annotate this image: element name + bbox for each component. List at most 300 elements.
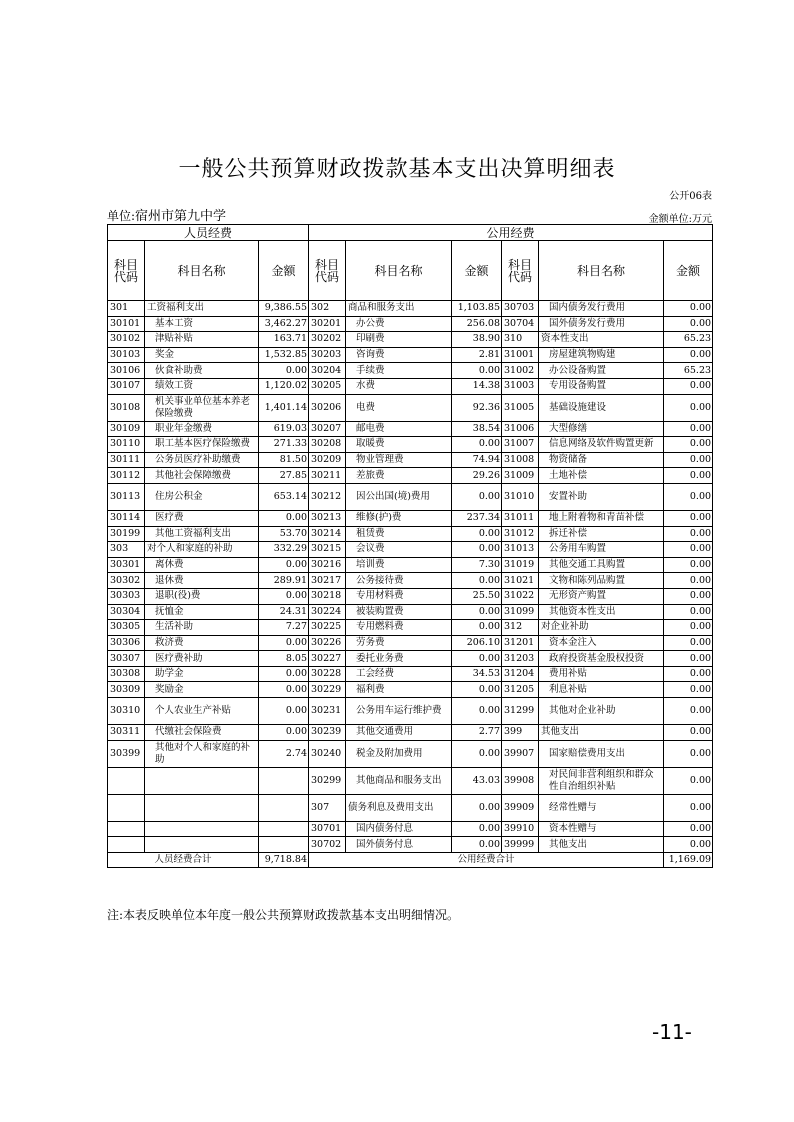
amount-cell: 1,120.02 [259, 378, 309, 394]
amount-cell: 29.26 [452, 468, 502, 484]
amount-cell: 0.00 [259, 363, 309, 379]
subject-name-cell: 税金及附加费用 [346, 740, 452, 767]
totals-row [108, 852, 713, 868]
amount-cell: 289.91 [259, 573, 309, 589]
unit-line [107, 205, 226, 224]
unit-label: 单位: [107, 209, 136, 223]
amount-cell: 0.00 [259, 725, 309, 741]
amount-cell: 0.00 [664, 483, 713, 510]
subject-code-cell: 31099 [502, 604, 539, 620]
subject-code-cell [108, 837, 145, 853]
subject-code-cell: 30306 [108, 635, 145, 651]
subject-name-cell: 其他交通费用 [346, 725, 452, 741]
subject-name-cell: 商品和服务支出 [346, 301, 452, 317]
table-row [108, 468, 713, 484]
subject-code-cell: 30224 [309, 604, 346, 620]
subject-code-cell: 30208 [309, 437, 346, 453]
subject-code-cell: 30231 [309, 698, 346, 725]
code-header: 科目代码 [502, 241, 539, 301]
amount-cell: 24.31 [259, 604, 309, 620]
subject-name-cell: 委托业务费 [346, 651, 452, 667]
subject-name-cell: 费用补贴 [539, 666, 664, 682]
subject-code-cell: 30102 [108, 332, 145, 348]
code-header: 科目代码 [309, 241, 346, 301]
subject-name-cell: 基础设施建设 [539, 394, 664, 421]
subject-code-cell: 30240 [309, 740, 346, 767]
subject-code-cell: 30218 [309, 588, 346, 604]
subject-name-cell: 国家赔偿费用支出 [539, 740, 664, 767]
subject-code-cell: 31205 [502, 682, 539, 698]
subject-code-cell: 31010 [502, 483, 539, 510]
subject-code-cell: 31011 [502, 510, 539, 526]
subject-code-cell: 30228 [309, 666, 346, 682]
subject-code-cell: 31019 [502, 557, 539, 573]
subject-name-cell: 国内债务付息 [346, 821, 452, 837]
amount-cell: 0.00 [259, 510, 309, 526]
amount-cell: 332.29 [259, 542, 309, 558]
subject-name-cell: 其他支出 [539, 837, 664, 853]
subject-name-cell: 债务利息及费用支出 [346, 794, 452, 821]
subject-name-cell: 救济费 [145, 635, 259, 651]
subject-name-cell: 医疗费 [145, 510, 259, 526]
subject-code-cell: 30212 [309, 483, 346, 510]
amount-cell: 65.23 [664, 363, 713, 379]
subject-code-cell: 310 [502, 332, 539, 348]
subject-code-cell: 399 [502, 725, 539, 741]
table-row [108, 635, 713, 651]
subject-name-cell: 其他资本性支出 [539, 604, 664, 620]
amount-cell: 0.00 [664, 316, 713, 332]
subject-code-cell: 30112 [108, 468, 145, 484]
amount-cell: 0.00 [452, 620, 502, 636]
subject-code-cell: 30229 [309, 682, 346, 698]
subject-code-cell: 30202 [309, 332, 346, 348]
subject-code-cell: 30702 [309, 837, 346, 853]
amount-cell: 0.00 [452, 837, 502, 853]
amount-cell: 0.00 [259, 635, 309, 651]
amount-cell: 0.00 [259, 557, 309, 573]
subject-code-cell: 30299 [309, 767, 346, 794]
personnel-total-label: 人员经费合计 [108, 852, 259, 868]
expenditure-table [107, 224, 713, 868]
subject-name-cell: 电费 [346, 394, 452, 421]
subject-name-cell: 土地补偿 [539, 468, 664, 484]
amount-cell: 0.00 [664, 378, 713, 394]
subject-code-cell: 30399 [108, 740, 145, 767]
table-row [108, 767, 713, 794]
subject-name-cell: 资本金注入 [539, 635, 664, 651]
subject-name-cell: 水费 [346, 378, 452, 394]
subject-name-cell: 住房公积金 [145, 483, 259, 510]
amount-cell: 1,401.14 [259, 394, 309, 421]
subject-name-cell [145, 767, 259, 794]
subject-name-cell: 物业管理费 [346, 452, 452, 468]
subject-code-cell: 30217 [309, 573, 346, 589]
subject-code-cell: 31003 [502, 378, 539, 394]
subject-name-cell: 资本性赠与 [539, 821, 664, 837]
subject-name-cell: 大型修缮 [539, 421, 664, 437]
subject-code-cell: 307 [309, 794, 346, 821]
subject-name-cell: 政府投资基金股权投资 [539, 651, 664, 667]
amount-cell: 0.00 [664, 437, 713, 453]
subject-code-cell: 30101 [108, 316, 145, 332]
subject-name-cell: 租赁费 [346, 526, 452, 542]
subject-code-cell: 30302 [108, 573, 145, 589]
subject-name-cell: 基本工资 [145, 316, 259, 332]
amount-cell: 0.00 [664, 767, 713, 794]
subject-code-cell: 30209 [309, 452, 346, 468]
amount-cell: 14.38 [452, 378, 502, 394]
footnote: 注:本表反映单位本年度一般公共预算财政拨款基本支出明细情况。 [107, 908, 460, 922]
subject-code-cell: 39908 [502, 767, 539, 794]
amount-cell: 92.36 [452, 394, 502, 421]
page-title: 一般公共预算财政拨款基本支出决算明细表 [178, 157, 616, 182]
subject-code-cell: 39999 [502, 837, 539, 853]
subject-name-cell: 退休费 [145, 573, 259, 589]
subject-name-cell: 离休费 [145, 557, 259, 573]
table-row [108, 421, 713, 437]
subject-name-cell: 公务接待费 [346, 573, 452, 589]
subject-code-cell: 30111 [108, 452, 145, 468]
subject-name-cell: 地上附着物和青苗补偿 [539, 510, 664, 526]
subject-name-cell: 公务用车运行维护费 [346, 698, 452, 725]
subject-code-cell: 31008 [502, 452, 539, 468]
amount-cell: 0.00 [664, 604, 713, 620]
subject-name-cell: 职工基本医疗保险缴费 [145, 437, 259, 453]
subject-code-cell: 30215 [309, 542, 346, 558]
subject-code-cell: 302 [309, 301, 346, 317]
subject-code-cell: 30310 [108, 698, 145, 725]
amount-cell: 9,386.55 [259, 301, 309, 317]
amount-cell: 81.50 [259, 452, 309, 468]
table-row [108, 394, 713, 421]
amount-cell: 1,532.85 [259, 347, 309, 363]
subject-name-cell: 国内债务发行费用 [539, 301, 664, 317]
code-header: 科目代码 [108, 241, 145, 301]
subject-name-cell: 办公设备购置 [539, 363, 664, 379]
subject-code-cell: 30113 [108, 483, 145, 510]
subject-code-cell: 31001 [502, 347, 539, 363]
subject-name-cell: 其他商品和服务支出 [346, 767, 452, 794]
subject-name-cell [145, 821, 259, 837]
subject-code-cell: 30703 [502, 301, 539, 317]
subject-code-cell: 31002 [502, 363, 539, 379]
currency-unit: 金额单位:万元 [648, 214, 712, 225]
amount-cell: 0.00 [664, 542, 713, 558]
subject-code-cell: 30207 [309, 421, 346, 437]
subject-name-cell: 资本性支出 [539, 332, 664, 348]
amount-cell: 0.00 [452, 542, 502, 558]
subject-code-cell: 31005 [502, 394, 539, 421]
table-row [108, 698, 713, 725]
subject-code-cell: 30227 [309, 651, 346, 667]
subject-code-cell [108, 821, 145, 837]
amount-cell: 0.00 [452, 794, 502, 821]
personnel-header: 人员经费 [108, 225, 309, 241]
amount-cell: 3,462.27 [259, 316, 309, 332]
subject-name-cell: 工资福利支出 [145, 301, 259, 317]
subject-name-cell: 其他支出 [539, 725, 664, 741]
subject-name-cell: 国外债务发行费用 [539, 316, 664, 332]
table-row [108, 483, 713, 510]
amount-cell: 0.00 [664, 821, 713, 837]
subject-code-cell: 30204 [309, 363, 346, 379]
table-row [108, 573, 713, 589]
amount-cell: 0.00 [664, 740, 713, 767]
amount-cell: 1,103.85 [452, 301, 502, 317]
subject-name-cell: 经常性赠与 [539, 794, 664, 821]
amount-cell: 619.03 [259, 421, 309, 437]
unit-name: 宿州市第九中学 [135, 209, 227, 224]
subject-name-cell: 福利费 [346, 682, 452, 698]
amount-cell: 256.08 [452, 316, 502, 332]
subject-name-cell: 其他社会保障缴费 [145, 468, 259, 484]
subject-code-cell: 30305 [108, 620, 145, 636]
amount-cell: 7.30 [452, 557, 502, 573]
subject-name-cell: 安置补助 [539, 483, 664, 510]
amount-cell: 74.94 [452, 452, 502, 468]
subject-name-cell: 维修(护)费 [346, 510, 452, 526]
amount-cell [259, 837, 309, 853]
subject-name-cell: 公务用车购置 [539, 542, 664, 558]
amount-cell [259, 821, 309, 837]
subject-name-cell: 其他交通工具购置 [539, 557, 664, 573]
subject-name-cell: 专用燃料费 [346, 620, 452, 636]
amount-cell: 53.70 [259, 526, 309, 542]
subject-name-cell: 个人农业生产补贴 [145, 698, 259, 725]
subject-name-cell: 津贴补贴 [145, 332, 259, 348]
subject-code-cell: 31013 [502, 542, 539, 558]
public-header: 公用经费 [309, 225, 713, 241]
subject-name-cell [145, 794, 259, 821]
subject-code-cell: 30307 [108, 651, 145, 667]
amount-cell: 163.71 [259, 332, 309, 348]
amount-cell: 0.00 [664, 620, 713, 636]
subject-name-cell: 代缴社会保险费 [145, 725, 259, 741]
page-number: -11- [652, 1020, 692, 1044]
table-row [108, 651, 713, 667]
subject-name-cell: 绩效工资 [145, 378, 259, 394]
amount-cell: 0.00 [664, 510, 713, 526]
subject-code-cell: 31006 [502, 421, 539, 437]
table-row [108, 620, 713, 636]
subject-name-cell: 印刷费 [346, 332, 452, 348]
amount-cell: 0.00 [664, 651, 713, 667]
subject-code-cell: 312 [502, 620, 539, 636]
subject-code-cell: 30110 [108, 437, 145, 453]
table-row [108, 794, 713, 821]
subject-code-cell: 30239 [309, 725, 346, 741]
amount-cell: 0.00 [664, 526, 713, 542]
subject-name-cell: 文物和陈列品购置 [539, 573, 664, 589]
subject-name-cell: 奖金 [145, 347, 259, 363]
table-row [108, 557, 713, 573]
subject-code-cell: 30304 [108, 604, 145, 620]
subject-code-cell: 30213 [309, 510, 346, 526]
subject-name-cell: 手续费 [346, 363, 452, 379]
amount-cell: 0.00 [259, 698, 309, 725]
table-row [108, 740, 713, 767]
amount-cell: 43.03 [452, 767, 502, 794]
amount-cell: 2.81 [452, 347, 502, 363]
name-header: 科目名称 [539, 241, 664, 301]
subject-code-cell: 31299 [502, 698, 539, 725]
subject-name-cell: 退职(役)费 [145, 588, 259, 604]
amount-cell: 0.00 [664, 682, 713, 698]
subject-name-cell: 其他对企业补助 [539, 698, 664, 725]
subject-code-cell: 301 [108, 301, 145, 317]
table-row [108, 301, 713, 317]
table-row [108, 588, 713, 604]
amount-cell: 0.00 [664, 635, 713, 651]
amount-cell: 0.00 [664, 588, 713, 604]
amount-cell: 2.77 [452, 725, 502, 741]
table-row [108, 332, 713, 348]
public-total-amount: 1,169.09 [664, 852, 713, 868]
amount-cell: 0.00 [664, 452, 713, 468]
amount-cell: 206.10 [452, 635, 502, 651]
subject-code-cell: 39910 [502, 821, 539, 837]
amount-cell: 0.00 [664, 698, 713, 725]
subject-code-cell: 30211 [309, 468, 346, 484]
subject-code-cell: 31201 [502, 635, 539, 651]
subject-code-cell: 30103 [108, 347, 145, 363]
table-row [108, 316, 713, 332]
subject-name-cell: 无形资产购置 [539, 588, 664, 604]
amount-cell: 0.00 [664, 666, 713, 682]
subject-code-cell: 31012 [502, 526, 539, 542]
subject-code-cell: 30311 [108, 725, 145, 741]
subject-name-cell: 其他工资福利支出 [145, 526, 259, 542]
subject-code-cell: 31007 [502, 437, 539, 453]
amount-cell: 38.54 [452, 421, 502, 437]
table-row [108, 666, 713, 682]
subject-code-cell: 30109 [108, 421, 145, 437]
amount-cell: 0.00 [664, 573, 713, 589]
subject-name-cell: 专用材料费 [346, 588, 452, 604]
subject-name-cell: 抚恤金 [145, 604, 259, 620]
table-row [108, 725, 713, 741]
subject-name-cell: 医疗费补助 [145, 651, 259, 667]
amount-cell: 0.00 [452, 437, 502, 453]
subject-code-cell: 30203 [309, 347, 346, 363]
subject-code-cell: 30225 [309, 620, 346, 636]
subject-code-cell: 30199 [108, 526, 145, 542]
amount-cell: 237.34 [452, 510, 502, 526]
table-row [108, 604, 713, 620]
table-row [108, 347, 713, 363]
subject-name-cell: 助学金 [145, 666, 259, 682]
amount-cell: 0.00 [452, 651, 502, 667]
table-row [108, 526, 713, 542]
amount-cell: 271.33 [259, 437, 309, 453]
subject-code-cell [108, 767, 145, 794]
subject-name-cell: 国外债务付息 [346, 837, 452, 853]
subject-name-cell: 对个人和家庭的补助 [145, 542, 259, 558]
subject-name-cell: 对民间非营利组织和群众性自治组织补贴 [539, 767, 664, 794]
subject-name-cell: 因公出国(境)费用 [346, 483, 452, 510]
subject-code-cell [108, 794, 145, 821]
subject-name-cell: 机关事业单位基本养老保险缴费 [145, 394, 259, 421]
subject-name-cell: 其他对个人和家庭的补助 [145, 740, 259, 767]
subject-code-cell: 30214 [309, 526, 346, 542]
amount-cell: 0.00 [664, 347, 713, 363]
subject-code-cell: 30226 [309, 635, 346, 651]
table-row [108, 821, 713, 837]
amount-cell: 7.27 [259, 620, 309, 636]
amount-cell: 65.23 [664, 332, 713, 348]
subject-code-cell: 30308 [108, 666, 145, 682]
subject-name-cell: 劳务费 [346, 635, 452, 651]
amount-cell: 0.00 [452, 821, 502, 837]
amount-cell: 0.00 [664, 725, 713, 741]
amount-cell: 25.50 [452, 588, 502, 604]
amount-cell: 0.00 [259, 666, 309, 682]
amount-cell: 0.00 [259, 682, 309, 698]
amount-cell: 0.00 [452, 363, 502, 379]
subject-code-cell: 30206 [309, 394, 346, 421]
subject-name-cell: 公务员医疗补助缴费 [145, 452, 259, 468]
subject-code-cell: 30309 [108, 682, 145, 698]
subject-code-cell: 30205 [309, 378, 346, 394]
subject-code-cell: 39907 [502, 740, 539, 767]
amount-cell: 34.53 [452, 666, 502, 682]
subject-name-cell: 职业年金缴费 [145, 421, 259, 437]
subject-name-cell: 生活补助 [145, 620, 259, 636]
subject-name-cell: 咨询费 [346, 347, 452, 363]
subject-name-cell: 办公费 [346, 316, 452, 332]
subject-name-cell: 利息补贴 [539, 682, 664, 698]
amount-header: 金额 [452, 241, 502, 301]
subject-name-cell: 取暖费 [346, 437, 452, 453]
subject-code-cell: 31009 [502, 468, 539, 484]
subject-code-cell: 31022 [502, 588, 539, 604]
name-header: 科目名称 [346, 241, 452, 301]
subject-name-cell: 专用设备购置 [539, 378, 664, 394]
amount-cell: 653.14 [259, 483, 309, 510]
subject-name-cell: 邮电费 [346, 421, 452, 437]
amount-cell: 27.85 [259, 468, 309, 484]
subject-name-cell: 物资储备 [539, 452, 664, 468]
subject-code-cell: 30303 [108, 588, 145, 604]
amount-cell: 0.00 [664, 421, 713, 437]
subject-code-cell: 39909 [502, 794, 539, 821]
subject-name-cell: 拆迁补偿 [539, 526, 664, 542]
amount-header: 金额 [259, 241, 309, 301]
subject-code-cell: 30701 [309, 821, 346, 837]
subject-name-cell: 信息网络及软件购置更新 [539, 437, 664, 453]
amount-cell [259, 767, 309, 794]
amount-cell: 0.00 [452, 573, 502, 589]
subject-code-cell: 31021 [502, 573, 539, 589]
subject-name-cell: 对企业补助 [539, 620, 664, 636]
amount-cell: 0.00 [452, 483, 502, 510]
amount-cell [259, 794, 309, 821]
subject-name-cell [145, 837, 259, 853]
amount-cell: 38.90 [452, 332, 502, 348]
subject-name-cell: 工会经费 [346, 666, 452, 682]
amount-cell: 0.00 [664, 794, 713, 821]
table-row [108, 363, 713, 379]
subject-name-cell: 培训费 [346, 557, 452, 573]
amount-cell: 0.00 [452, 604, 502, 620]
table-row [108, 437, 713, 453]
public-total-label: 公用经费合计 [309, 852, 664, 868]
amount-cell: 0.00 [452, 698, 502, 725]
amount-cell: 0.00 [452, 682, 502, 698]
subject-code-cell: 303 [108, 542, 145, 558]
subject-code-cell: 31204 [502, 666, 539, 682]
